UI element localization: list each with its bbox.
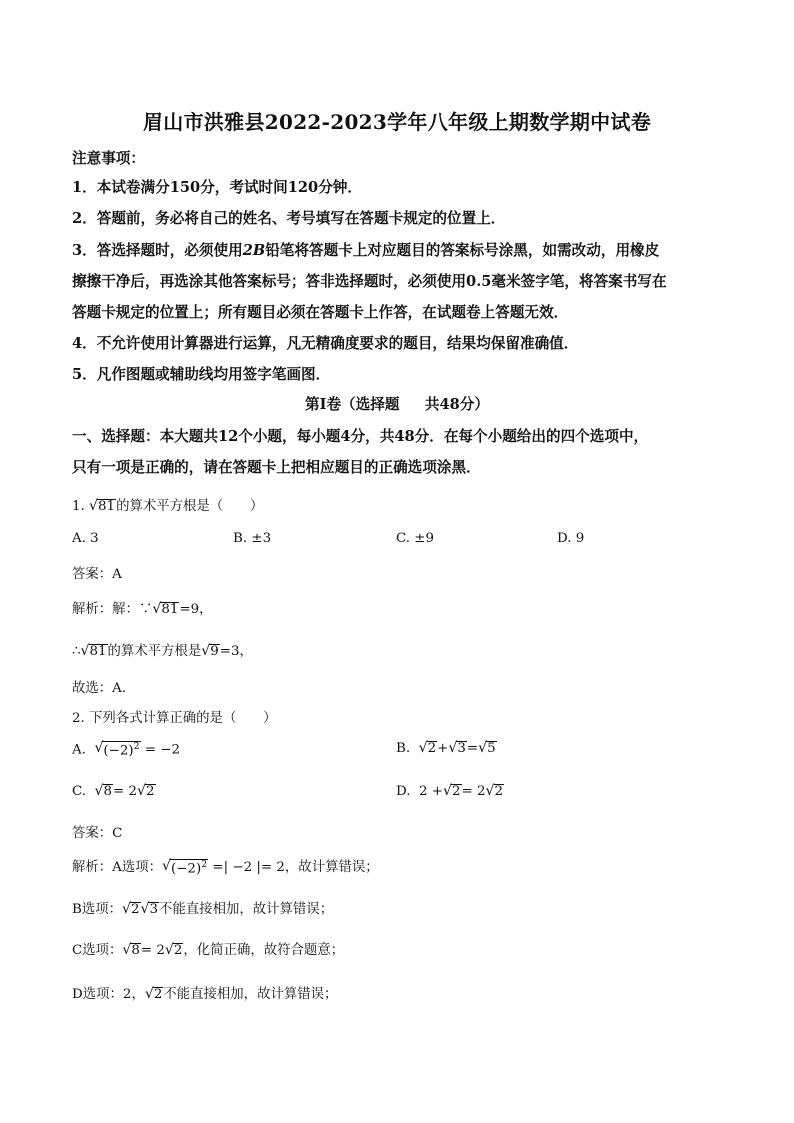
sqrt-symbol: √ 2 [164, 941, 183, 958]
sqrt-symbol: √ 3 [448, 740, 466, 756]
part1-instruction-line-1: 一、选择题：本大题共12个小题，每小题4分，共48分．在每个小题给出的四个选项中， [72, 428, 649, 445]
question-2-analysis-c: C选项： √ 8 = 2 √ 2 ，化简正确，故符合题意； [72, 941, 345, 958]
question-2-option-d: D. 2 + √ 2 = 2 √ 2 [396, 783, 504, 800]
question-2-stem [72, 707, 277, 726]
question-1-answer: 答案：A [72, 567, 122, 582]
question-2-text: 下列各式计算正确的是（ ） [89, 711, 277, 726]
sqrt-symbol: √ $(-2)^2$ [94, 740, 140, 759]
notice-item-3-text-a: 3．答选择题时，必须使用 [72, 242, 243, 259]
sqrt-symbol: √ 2 [418, 740, 437, 756]
notice-item-2: 2．答题前，务必将自己的姓名、考号填写在答题卡规定的位置上． [72, 210, 506, 227]
sqrt-symbol: √ 2 [122, 900, 140, 917]
question-2-option-c: C. √ 8 = 2 √ 2 [72, 783, 155, 800]
sqrt-symbol: √ 81 [152, 600, 179, 617]
question-2-number: 2. [72, 711, 85, 726]
question-2-analysis-a: 解析：A选项： √ $(-2)^2$ =| −2 |= 2，故计算错误； [72, 857, 379, 877]
sqrt-symbol: √ 8 [122, 941, 140, 958]
sqrt-symbol: √ 81 [89, 497, 116, 514]
question-2-analysis-b: B选项： √ 2 √ 3 不能直接相加，故计算错误； [72, 900, 334, 917]
section-heading [0, 393, 794, 414]
question-1-stem [72, 495, 263, 514]
notice-item-3-text-b: 铅笔将答题卡上对应题目的答案标号涂黑，如需改动，用橡皮 [265, 242, 660, 259]
question-1-option-d: D. 9 [557, 531, 585, 546]
question-1-analysis: 解析：解：∵ √ 81 =9， [72, 600, 213, 617]
sqrt-symbol: √ 81 [80, 642, 107, 659]
question-2-analysis-d: D选项：2， √ 2 不能直接相加，故计算错误； [72, 985, 338, 1002]
notice-item-1: 1．本试卷满分150分，考试时间120分钟． [72, 179, 362, 196]
page-title: 眉山市洪雅县2022-2023学年八年级上期数学期中试卷 [142, 110, 652, 134]
section-label: 第Ⅰ卷（选择题 [305, 396, 400, 413]
question-2-option-b: B. √ 2 + √ 3 = √ 5 [396, 740, 496, 757]
notice-item-3-line-1 [72, 239, 659, 260]
notice-item-5: 5．凡作图题或辅助线均用签字笔画图． [72, 366, 331, 383]
sqrt-symbol: √ 9 [201, 642, 219, 659]
sqrt-symbol: √ $(-2)^2$ [162, 857, 208, 877]
question-1-number: 1. [72, 499, 85, 514]
pencil-grade: 2B [242, 242, 266, 259]
sqrt-symbol: √ 2 [485, 783, 504, 799]
sqrt-symbol: √ 2 [443, 783, 461, 799]
notice-heading: 注意事项： [72, 150, 145, 167]
question-2-answer: 答案：C [72, 826, 123, 841]
section-score: 共48分） [424, 396, 489, 413]
question-1-option-c: C. ±9 [396, 531, 435, 546]
sqrt-symbol: √ 5 [478, 740, 496, 756]
part1-instruction-line-2: 只有一项是正确的，请在答题卡上把相应题目的正确选项涂黑． [72, 459, 481, 476]
question-2-option-a: A. √ $(-2)^2$ = −2 [72, 740, 181, 759]
question-1-text: 的算术平方根是（ ） [116, 499, 264, 514]
notice-item-4: 4．不允许使用计算器进行运算，凡无精确度要求的题目，结果均保留准确值． [72, 335, 579, 352]
sqrt-symbol: √ 2 [137, 783, 155, 799]
question-1-option-b: B. ±3 [233, 531, 272, 546]
sqrt-symbol: √ 8 [94, 783, 113, 799]
question-1-therefore: ∴ √ 81 的算术平方根是 √ 9 =3， [72, 642, 253, 659]
notice-item-3-line-2: 擦擦干净后，再选涂其他答案标号；答非选择题时，必须使用0.5毫米签字笔，将答案书写在 [72, 273, 667, 290]
notice-item-3-line-3: 答题卡规定的位置上；所有题目必须在答题卡上作答，在试题卷上答题无效． [72, 304, 569, 321]
sqrt-symbol: √ 3 [140, 900, 159, 917]
sqrt-symbol: √ 2 [144, 985, 163, 1002]
question-1-choose: 故选：A. [72, 681, 127, 696]
question-1-option-a: A. 3 [72, 531, 99, 546]
